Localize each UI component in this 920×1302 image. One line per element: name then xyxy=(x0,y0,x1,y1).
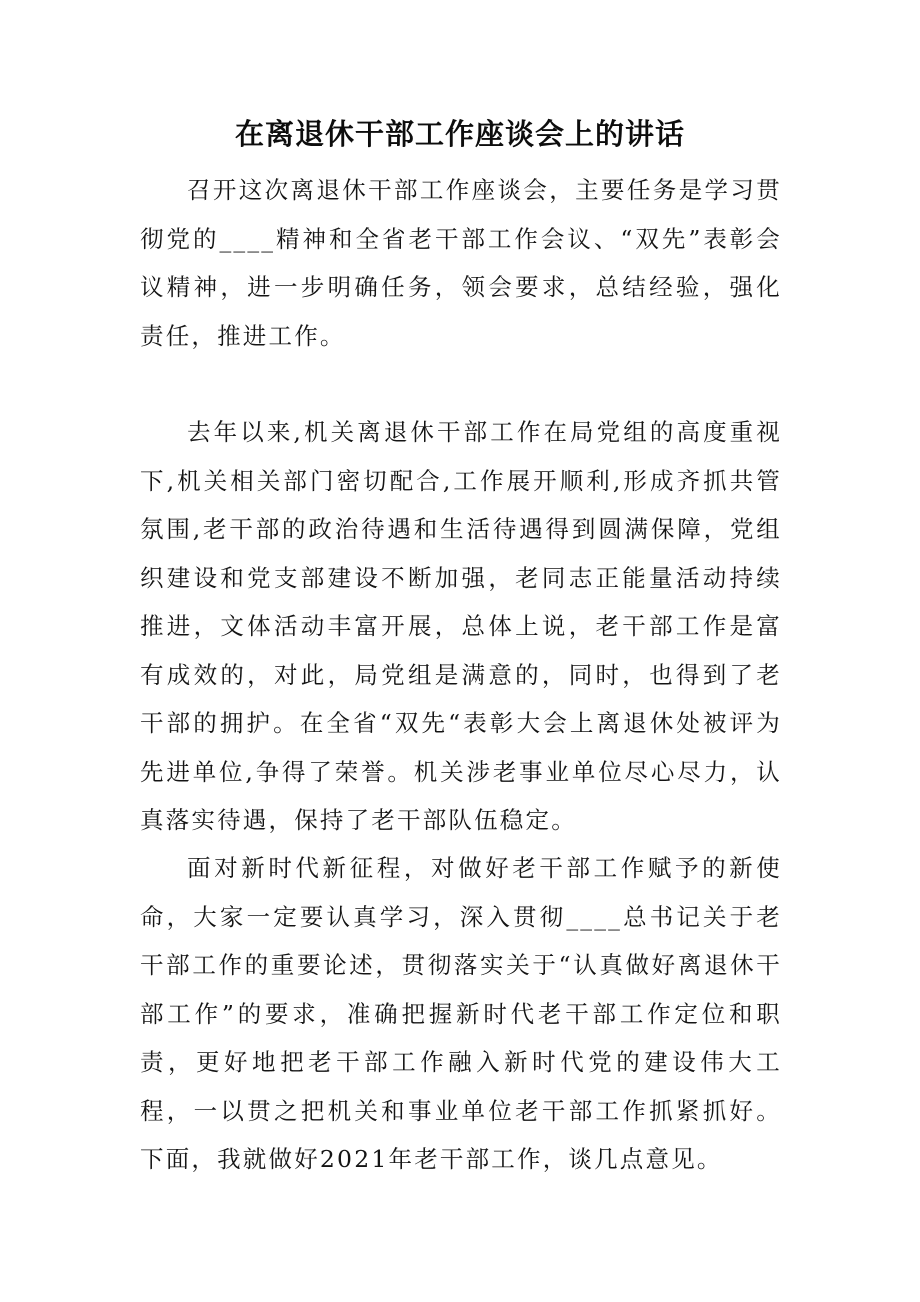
paragraph-outlook: 面对新时代新征程，对做好老干部工作赋予的新使命，大家一定要认真学习，深入贯彻____总书记关于老干部工作的重要论述，贯彻落实关于“认真做好离退休干部工作”的要求，准确把握新时代老干部工作定位和职责，更好地把老干部工作融入新时代党的建设伟大工程，一以贯之把机关和事业单位老干部工作抓紧抓好。下面，我就做好2021年老干部工作，谈几点意见。 xyxy=(140,854,782,1173)
document-title: 在离退休干部工作座谈会上的讲话 xyxy=(234,117,685,151)
paragraph-review: 去年以来,机关离退休干部工作在局党组的高度重视下,机关相关部门密切配合,工作展开顺利,形成齐抓共管氛围,老干部的政治待遇和生活待遇得到圆满保障，党组织建设和党支部建设不断加强，老同志正能量活动持续推进，文体活动丰富开展，总体上说，老干部工作是富有成效的，对此，局党组是满意的，同时，也得到了老干部的拥护。在全省“双先“表彰大会上离退休处被评为先进单位,争得了荣誉。机关涉老事业单位尽心尽力，认真落实待遇，保持了老干部队伍稳定。 xyxy=(140,418,782,834)
paragraph-opening: 召开这次离退休干部工作座谈会，主要任务是学习贯彻党的____精神和全省老干部工作会议、“双先”表彰会议精神，进一步明确任务，领会要求，总结经验，强化责任，推进工作。 xyxy=(140,176,782,350)
